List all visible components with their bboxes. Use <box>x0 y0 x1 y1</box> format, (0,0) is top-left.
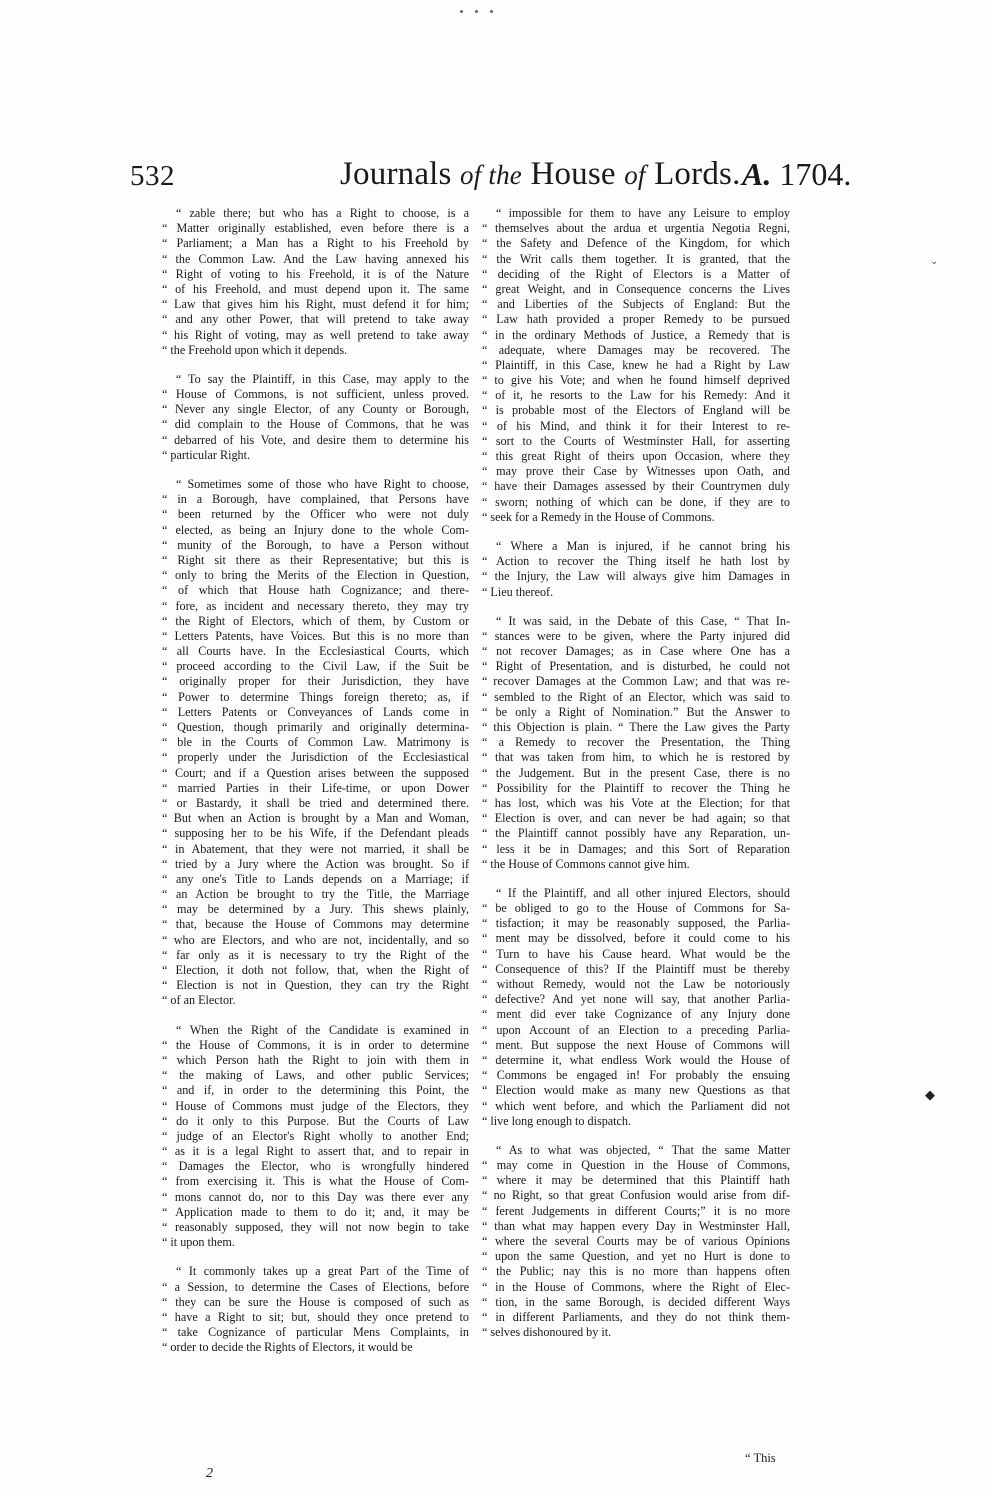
text-line: “ Lieu thereof. <box>482 584 554 599</box>
text-line: “ ment did ever take Cognizance of any Injury done <box>482 1007 790 1022</box>
title-of-the: of the <box>460 160 522 190</box>
text-line: “ do it only to this Purpose. But the Courts of Law <box>162 1113 469 1128</box>
text-line: “ ment. But suppose the next House of Commons will <box>482 1037 790 1052</box>
text-line: “ the House of Commons, it is in order to determine <box>162 1037 469 1052</box>
text-line: “ tried by a Jury where the Action was brought. So if <box>162 856 469 871</box>
text-line: “ themselves about the ardua et urgentia Negotia Regni, <box>482 221 790 236</box>
text-line: “ been returned by the Officer who were not duly <box>162 507 469 522</box>
text-line: “ of which that House hath Cognizance; and there- <box>162 583 469 598</box>
text-line: “ tion, in the same Borough, is decided different Ways <box>482 1294 790 1309</box>
text-line: “ in the House of Commons, where the Right of Elec- <box>482 1279 790 1294</box>
title-lords: Lords. <box>654 156 741 192</box>
text-line: “ ment may be dissolved, before it could come to his <box>482 931 790 946</box>
text-line: “ Election, it doth not follow, that, when the Right of <box>162 963 469 977</box>
text-line: “ Right of Presentation, and is disturbed, he could not <box>482 659 790 674</box>
text-line: “ has lost, which was his Vote at the Election; for that <box>482 795 790 810</box>
text-line: “ did complain to the House of Commons, that he was <box>162 417 469 432</box>
paragraph <box>162 1023 469 1251</box>
text-line: “ upon Account of an Election to a preceding Parlia- <box>482 1022 790 1037</box>
text-line: “ the Safety and Defence of the Kingdom, for which <box>482 236 790 251</box>
text-line: “ and Liberties of the Subjects of England: But the <box>482 297 790 312</box>
text-line: “ the Judgement. But in the present Case, there is no <box>482 765 790 780</box>
text-line: “ ble in the Courts of Common Law. Matrimony is <box>162 735 469 750</box>
text-line: “ Law hath provided a proper Remedy to be pursued <box>482 312 790 327</box>
text-line: “ As to what was objected, “ That the same Matter <box>496 1142 790 1157</box>
text-line: “ Election would make as many new Questions as that <box>482 1083 790 1098</box>
year-heading <box>742 156 851 193</box>
text-line: “ this great Right of theirs upon Occasion, where they <box>482 449 790 463</box>
text-line: “ in different Parliaments, and they do not think them- <box>482 1309 790 1324</box>
text-line: “ It was said, in the Debate of this Case, “ That In- <box>496 613 790 628</box>
text-line: “ and any other Power, that will pretend to take away <box>162 312 469 327</box>
text-line: “ stances were to be given, where the Party injured did <box>482 628 790 643</box>
text-line: “ selves dishonoured by it. <box>482 1325 612 1340</box>
text-line: “ adequate, where Damages may be recovered. The <box>482 342 790 357</box>
paragraph <box>162 206 469 358</box>
text-line: “ upon the same Question, and yet no Hurt is done to <box>482 1249 790 1264</box>
text-line: “ deciding of the Right of Electors is a Matter of <box>482 266 790 281</box>
text-line: “ which went before, and which the Parliament did not <box>482 1098 790 1113</box>
text-line: “ Possibility for the Plaintiff to recover the Thing he <box>482 780 790 795</box>
text-line: “ Commons be engaged in! For probably the ensuing <box>482 1068 790 1083</box>
paragraph <box>482 206 790 525</box>
paragraph <box>162 1264 469 1355</box>
text-line: “ not recover Damages; as in Case where One has a <box>482 644 790 659</box>
text-line: “ the Writ calls them together. It is granted, that the <box>482 251 790 266</box>
text-line: “ a Session, to determine the Cases of Elections, before <box>162 1279 469 1294</box>
text-line: “ great Weight, and in Consequence concerns the Lives <box>482 281 790 296</box>
text-line: “ of his Freehold, and must depend upon it. The same <box>162 281 469 296</box>
text-line: “ from exercising it. This is what the House of Com- <box>162 1174 469 1189</box>
text-line: “ far only as it is necessary to try the Right of the <box>162 947 469 962</box>
text-line: “ sembled to the Right of an Elector, which was said to <box>482 689 790 704</box>
text-line: “ It commonly takes up a great Part of the Time of <box>176 1264 469 1279</box>
text-line: “ all Courts have. In the Ecclesiastical Courts, which <box>162 644 469 659</box>
text-line: “ the making of Laws, and other public Services; <box>162 1068 469 1083</box>
year-value: 1704. <box>779 156 852 192</box>
text-line: “ Plaintiff, in this Case, knew he had a Right by Law <box>482 357 790 372</box>
text-line: “ zable there; but who has a Right to choose, is a <box>176 206 469 220</box>
title-of: of <box>624 160 646 190</box>
text-line: “ and if, in order to the determining this Point, the <box>162 1083 469 1098</box>
text-line: “ where the several Courts may be of various Opinions <box>482 1234 790 1248</box>
running-title <box>340 156 741 193</box>
text-line: “ Sometimes some of those who have Right to choose, <box>176 477 469 491</box>
text-line: “ where it may be determined that this Plaintiff hath <box>482 1173 790 1188</box>
text-line: “ this Objection is plain. “ There the Law gives the Party <box>482 720 790 734</box>
text-line: “ no Right, so that great Confusion would arise from dif- <box>482 1188 790 1203</box>
text-line: “ an Action be brought to try the Title, the Marriage <box>162 887 469 902</box>
text-line: “ that, because the House of Commons may determine <box>162 917 469 932</box>
text-line: “ Court; and if a Question arises between the supposed <box>162 765 469 780</box>
text-line: “ the House of Commons cannot give him. <box>482 856 690 871</box>
text-line: “ originally proper for their Jurisdiction, they have <box>162 674 469 689</box>
margin-mark: ⌄ <box>930 256 939 267</box>
text-line: “ that was taken from him, to which he is restored by <box>482 750 790 765</box>
text-line: “ particular Right. <box>162 447 250 462</box>
text-line: “ properly under the Jurisdiction of the Ecclesiastical <box>162 750 469 765</box>
text-line: “ may prove their Case by Witnesses upon Oath, and <box>482 464 790 479</box>
text-line: “ seek for a Remedy in the House of Commons. <box>482 509 715 524</box>
text-line: “ of an Elector. <box>162 993 236 1008</box>
left-column <box>162 206 469 1370</box>
text-line: “ Never any single Elector, of any County or Borough, <box>162 402 469 417</box>
text-line: “ the Common Law. And the Law having annexed his <box>162 251 469 266</box>
text-line: “ When the Right of the Candidate is examined in <box>176 1022 469 1037</box>
text-line: “ less it be in Damages; and this Sort of Reparation <box>482 841 790 856</box>
text-line: “ married Parties in their Life-time, or upon Dower <box>162 780 469 795</box>
text-line: “ who are Electors, and who are not, incidentally, and so <box>162 932 469 947</box>
text-line: “ debarred of his Vote, and desire them to determine his <box>162 432 469 447</box>
text-line: “ fore, as incident and necessary thereto, they may try <box>162 598 469 613</box>
paragraph <box>482 539 790 600</box>
text-line: “ which Person hath the Right to join with them in <box>162 1052 469 1067</box>
text-line: “ be obliged to go to the House of Commons for Sa- <box>482 901 790 916</box>
title-house: House <box>530 156 616 192</box>
text-line: “ any one's Title to Lands depends on a Marriage; if <box>162 871 469 886</box>
text-line: “ Law that gives him his Right, must defend it for him; <box>162 297 469 312</box>
text-line: “ supposing her to be his Wife, if the Defendant pleads <box>162 826 469 841</box>
year-prefix: A. <box>742 156 772 192</box>
text-line: “ Question, though primarily and originally determina- <box>162 720 469 734</box>
text-line: “ be only a Right of Nomination.” But the Answer to <box>482 704 790 719</box>
text-line: “ Right of voting to his Freehold, it is of the Nature <box>162 266 469 281</box>
text-line: “ Power to determine Things foreign thereto; as, if <box>162 689 469 704</box>
text-line: “ the Injury, the Law will always give him Damages in <box>482 569 790 584</box>
text-line: “ impossible for them to have any Leisure to employ <box>496 206 790 220</box>
text-line: “ judge of an Elector's Right wholly to another End; <box>162 1128 469 1143</box>
text-line: “ Right sit there as their Representative; but this is <box>162 552 469 567</box>
margin-mark: ◆ <box>925 1087 935 1102</box>
text-line: “ ferent Judgements in different Courts;” it is no more <box>482 1203 790 1218</box>
text-line: “ recover Damages at the Common Law; and that was re- <box>482 674 790 689</box>
text-line: “ have their Damages assessed by their Countrymen duly <box>482 479 790 494</box>
text-line: “ as it is a legal Right to assert that, and to repair in <box>162 1144 469 1159</box>
text-line: “ to give his Vote; and when he found himself deprived <box>482 373 790 388</box>
text-line: “ without Remedy, would not the Law be notoriously <box>482 977 790 991</box>
text-line: “ elected, as being an Injury done to the whole Com- <box>162 522 469 537</box>
text-line: “ Turn to have his Cause heard. What would be the <box>482 946 790 961</box>
title-journals: Journals <box>340 156 452 192</box>
text-line: “ the Public; nay this is no more than happens often <box>482 1264 790 1279</box>
text-line: “ proceed according to the Civil Law, if the Suit be <box>162 659 469 674</box>
text-line: “ may be determined by a Jury. This shews plainly, <box>162 902 469 917</box>
text-line: “ may come in Question in the House of Commons, <box>482 1158 790 1173</box>
text-line: “ Consequence of this? If the Plaintiff must be thereby <box>482 961 790 976</box>
text-line: “ Letters Patents or Conveyances of Lands come in <box>162 704 469 719</box>
text-line: “ But when an Action is brought by a Man and Woman, <box>162 811 469 826</box>
text-line: “ have a Right to sit; but, should they once pretend to <box>162 1309 469 1324</box>
text-line: “ reasonably supposed, they will not now begin to take <box>162 1220 469 1234</box>
text-line: “ Where a Man is injured, if he cannot bring his <box>496 538 790 553</box>
text-line: “ of his Mind, and think it for their Interest to re- <box>482 418 790 433</box>
text-line: “ Application made to them to do it; and, it may be <box>162 1204 469 1219</box>
paragraph <box>482 886 790 1129</box>
text-line: “ Letters Patents, have Voices. But this is no more than <box>162 628 469 643</box>
text-line: “ If the Plaintiff, and all other injured Electors, should <box>496 885 790 900</box>
text-line: “ take Cognizance of particular Mens Complaints, in <box>162 1325 469 1340</box>
text-line: “ a Remedy to recover the Presentation, the Thing <box>482 735 790 750</box>
signature-mark: 2 <box>206 1466 213 1481</box>
text-line: “ or Bastardy, it shall be tried and determined there. <box>162 795 469 810</box>
text-line: “ the Freehold upon which it depends. <box>162 342 348 357</box>
text-line: “ live long enough to dispatch. <box>482 1113 632 1128</box>
text-line: “ House of Commons must judge of the Electors, they <box>162 1098 469 1113</box>
text-line: “ than what may happen every Day in Westminster Hall, <box>482 1218 790 1233</box>
text-line: “ in a Borough, have complained, that Persons have <box>162 492 469 507</box>
text-line: “ mons cannot do, nor to this Day was there ever any <box>162 1189 469 1204</box>
text-line: “ To say the Plaintiff, in this Case, may apply to the <box>176 371 469 386</box>
paragraph <box>482 1143 790 1340</box>
paragraph <box>162 372 469 463</box>
text-line: “ of it, he resorts to the Law for his Remedy: And it <box>482 388 790 403</box>
text-line: “ order to decide the Rights of Electors, it would be <box>162 1340 413 1355</box>
text-line: “ House of Commons, is not sufficient, unless proved. <box>162 387 469 402</box>
text-line: “ determine it, what endless Work would the House of <box>482 1052 790 1067</box>
text-line: “ Election is not in Question, they can try the Right <box>162 978 469 993</box>
paragraph <box>162 477 469 1009</box>
right-column <box>482 206 790 1354</box>
paragraph <box>482 614 790 872</box>
text-line: “ defective? And yet none will say, that another Parlia- <box>482 992 790 1007</box>
text-line: “ in the ordinary Methods of Justice, a Remedy that is <box>482 327 790 342</box>
text-line: “ tisfaction; it may be reasonably supposed, the Parlia- <box>482 916 790 931</box>
text-line: “ they can be sure the House is composed of such as <box>162 1294 469 1309</box>
text-line: “ Matter originally established, even before there is a <box>162 221 469 236</box>
text-line: “ the Plaintiff cannot possibly have any Reparation, un- <box>482 826 790 841</box>
text-line: “ his Right of voting, may as well pretend to take away <box>162 327 469 342</box>
text-line: “ only to bring the Merits of the Election in Question, <box>162 568 469 583</box>
text-line: “ Damages the Elector, who is wrongfully hindered <box>162 1159 469 1174</box>
print-marks <box>460 0 540 6</box>
text-line: “ sort to the Courts of Westminster Hall, for asserting <box>482 433 790 448</box>
text-line: “ Action to recover the Thing itself he hath lost by <box>482 554 790 569</box>
catchword: “ This <box>745 1451 776 1465</box>
text-line: “ Parliament; a Man has a Right to his Freehold by <box>162 236 469 251</box>
text-line: “ the Right of Electors, which of them, by Custom or <box>162 613 469 628</box>
text-line: “ munity of the Borough, to have a Person without <box>162 537 469 552</box>
text-line: “ Election is over, and can never be had again; so that <box>482 811 790 826</box>
text-line: “ sworn; nothing of which can be done, if they are to <box>482 494 790 509</box>
text-line: “ it upon them. <box>162 1235 235 1250</box>
text-line: “ is probable most of the Electors of England will be <box>482 403 790 418</box>
text-line: “ in Abatement, that they were not married, it shall be <box>162 841 469 856</box>
page-number: 532 <box>130 160 175 192</box>
